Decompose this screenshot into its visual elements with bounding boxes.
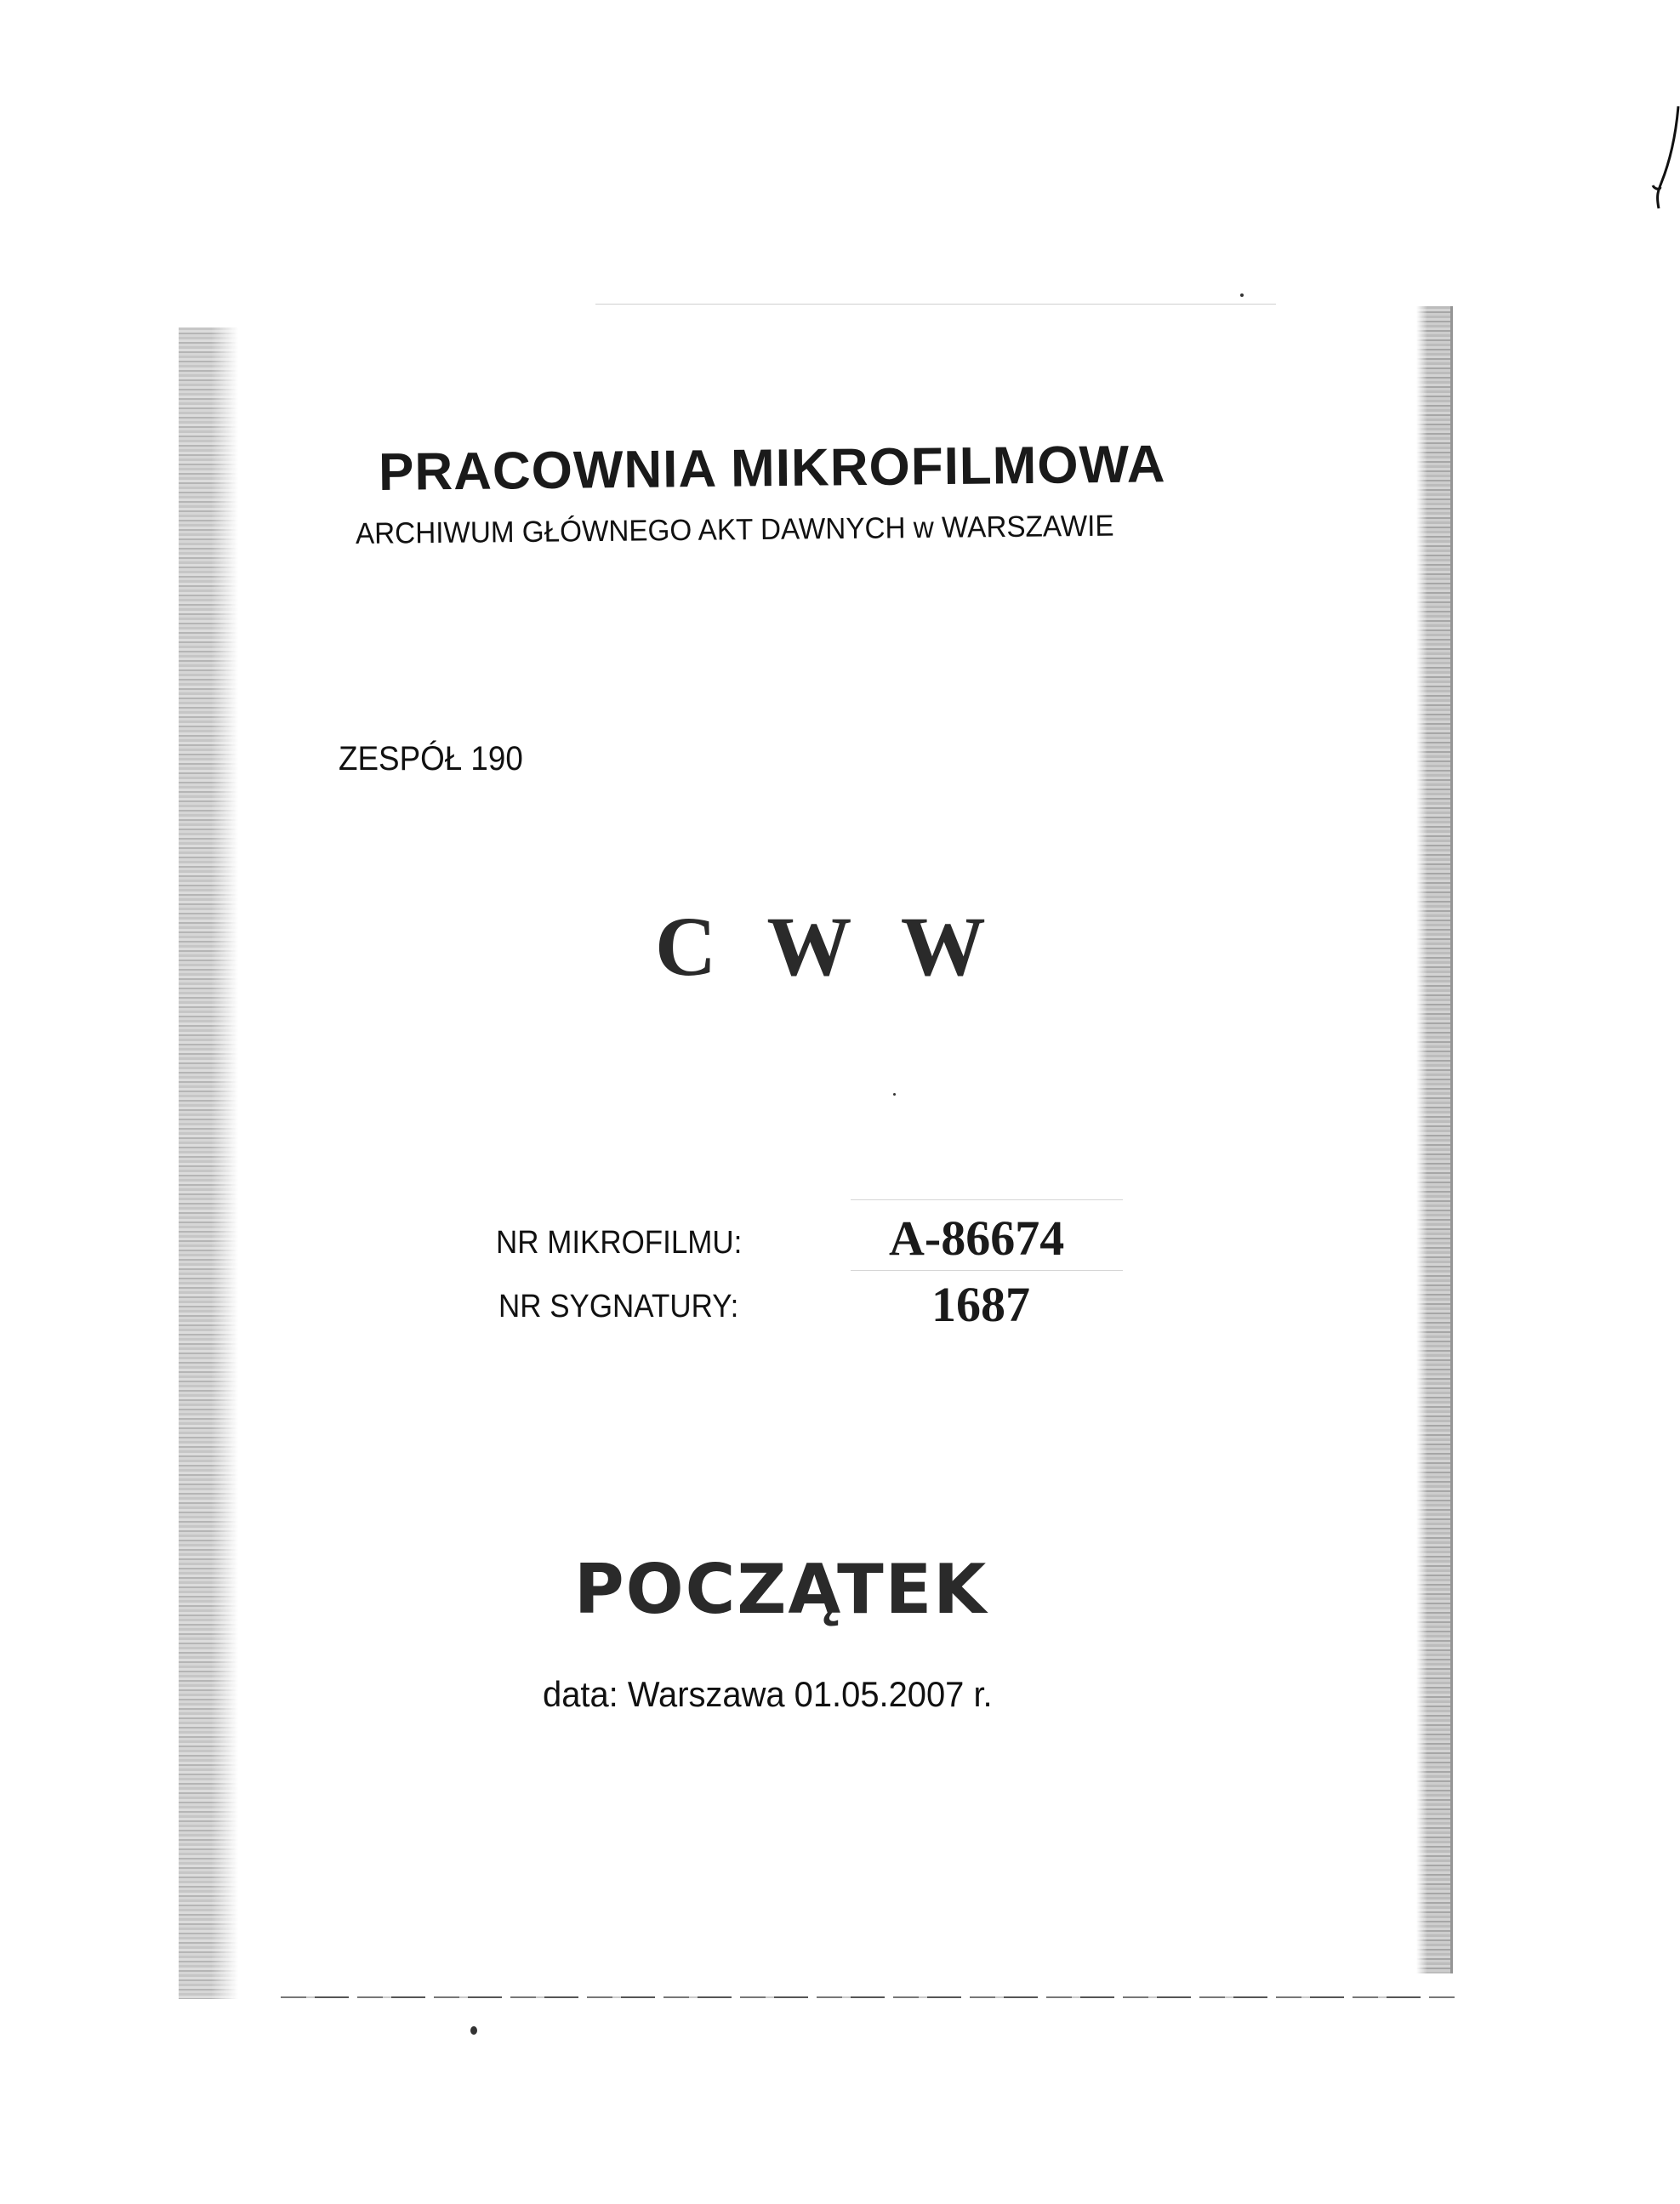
card-top-edge [595,304,1276,305]
scan-speck [470,2026,477,2035]
card-bottom-edge [281,1996,1455,1998]
institution-subtitle: ARCHIWUM GŁÓWNEGO AKT DAWNYCH w WARSZAWIE [355,509,1114,550]
date-line: data: Warszawa 01.05.2007 r. [543,1674,993,1714]
microfilm-number-value: A-86674 [889,1210,1065,1266]
zespol-number: ZESPÓŁ 190 [339,740,523,777]
scan-speck [893,1093,896,1096]
scan-shadow-left [179,327,238,1999]
scan-speck [1240,293,1244,297]
start-marker: POCZĄTEK [574,1550,988,1629]
collection-code: C W W [655,899,1001,994]
institution-title: PRACOWNIA MIKROFILMOWA [378,435,1166,502]
handwritten-mark-icon [1646,102,1680,221]
field-rule [851,1270,1123,1271]
microfilm-number-label: NR MIKROFILMU: [496,1225,743,1261]
signature-number-value: 1687 [931,1277,1030,1332]
scan-shadow-right [1416,306,1453,1973]
field-rule [851,1199,1123,1200]
signature-number-label: NR SYGNATURY: [498,1289,739,1324]
